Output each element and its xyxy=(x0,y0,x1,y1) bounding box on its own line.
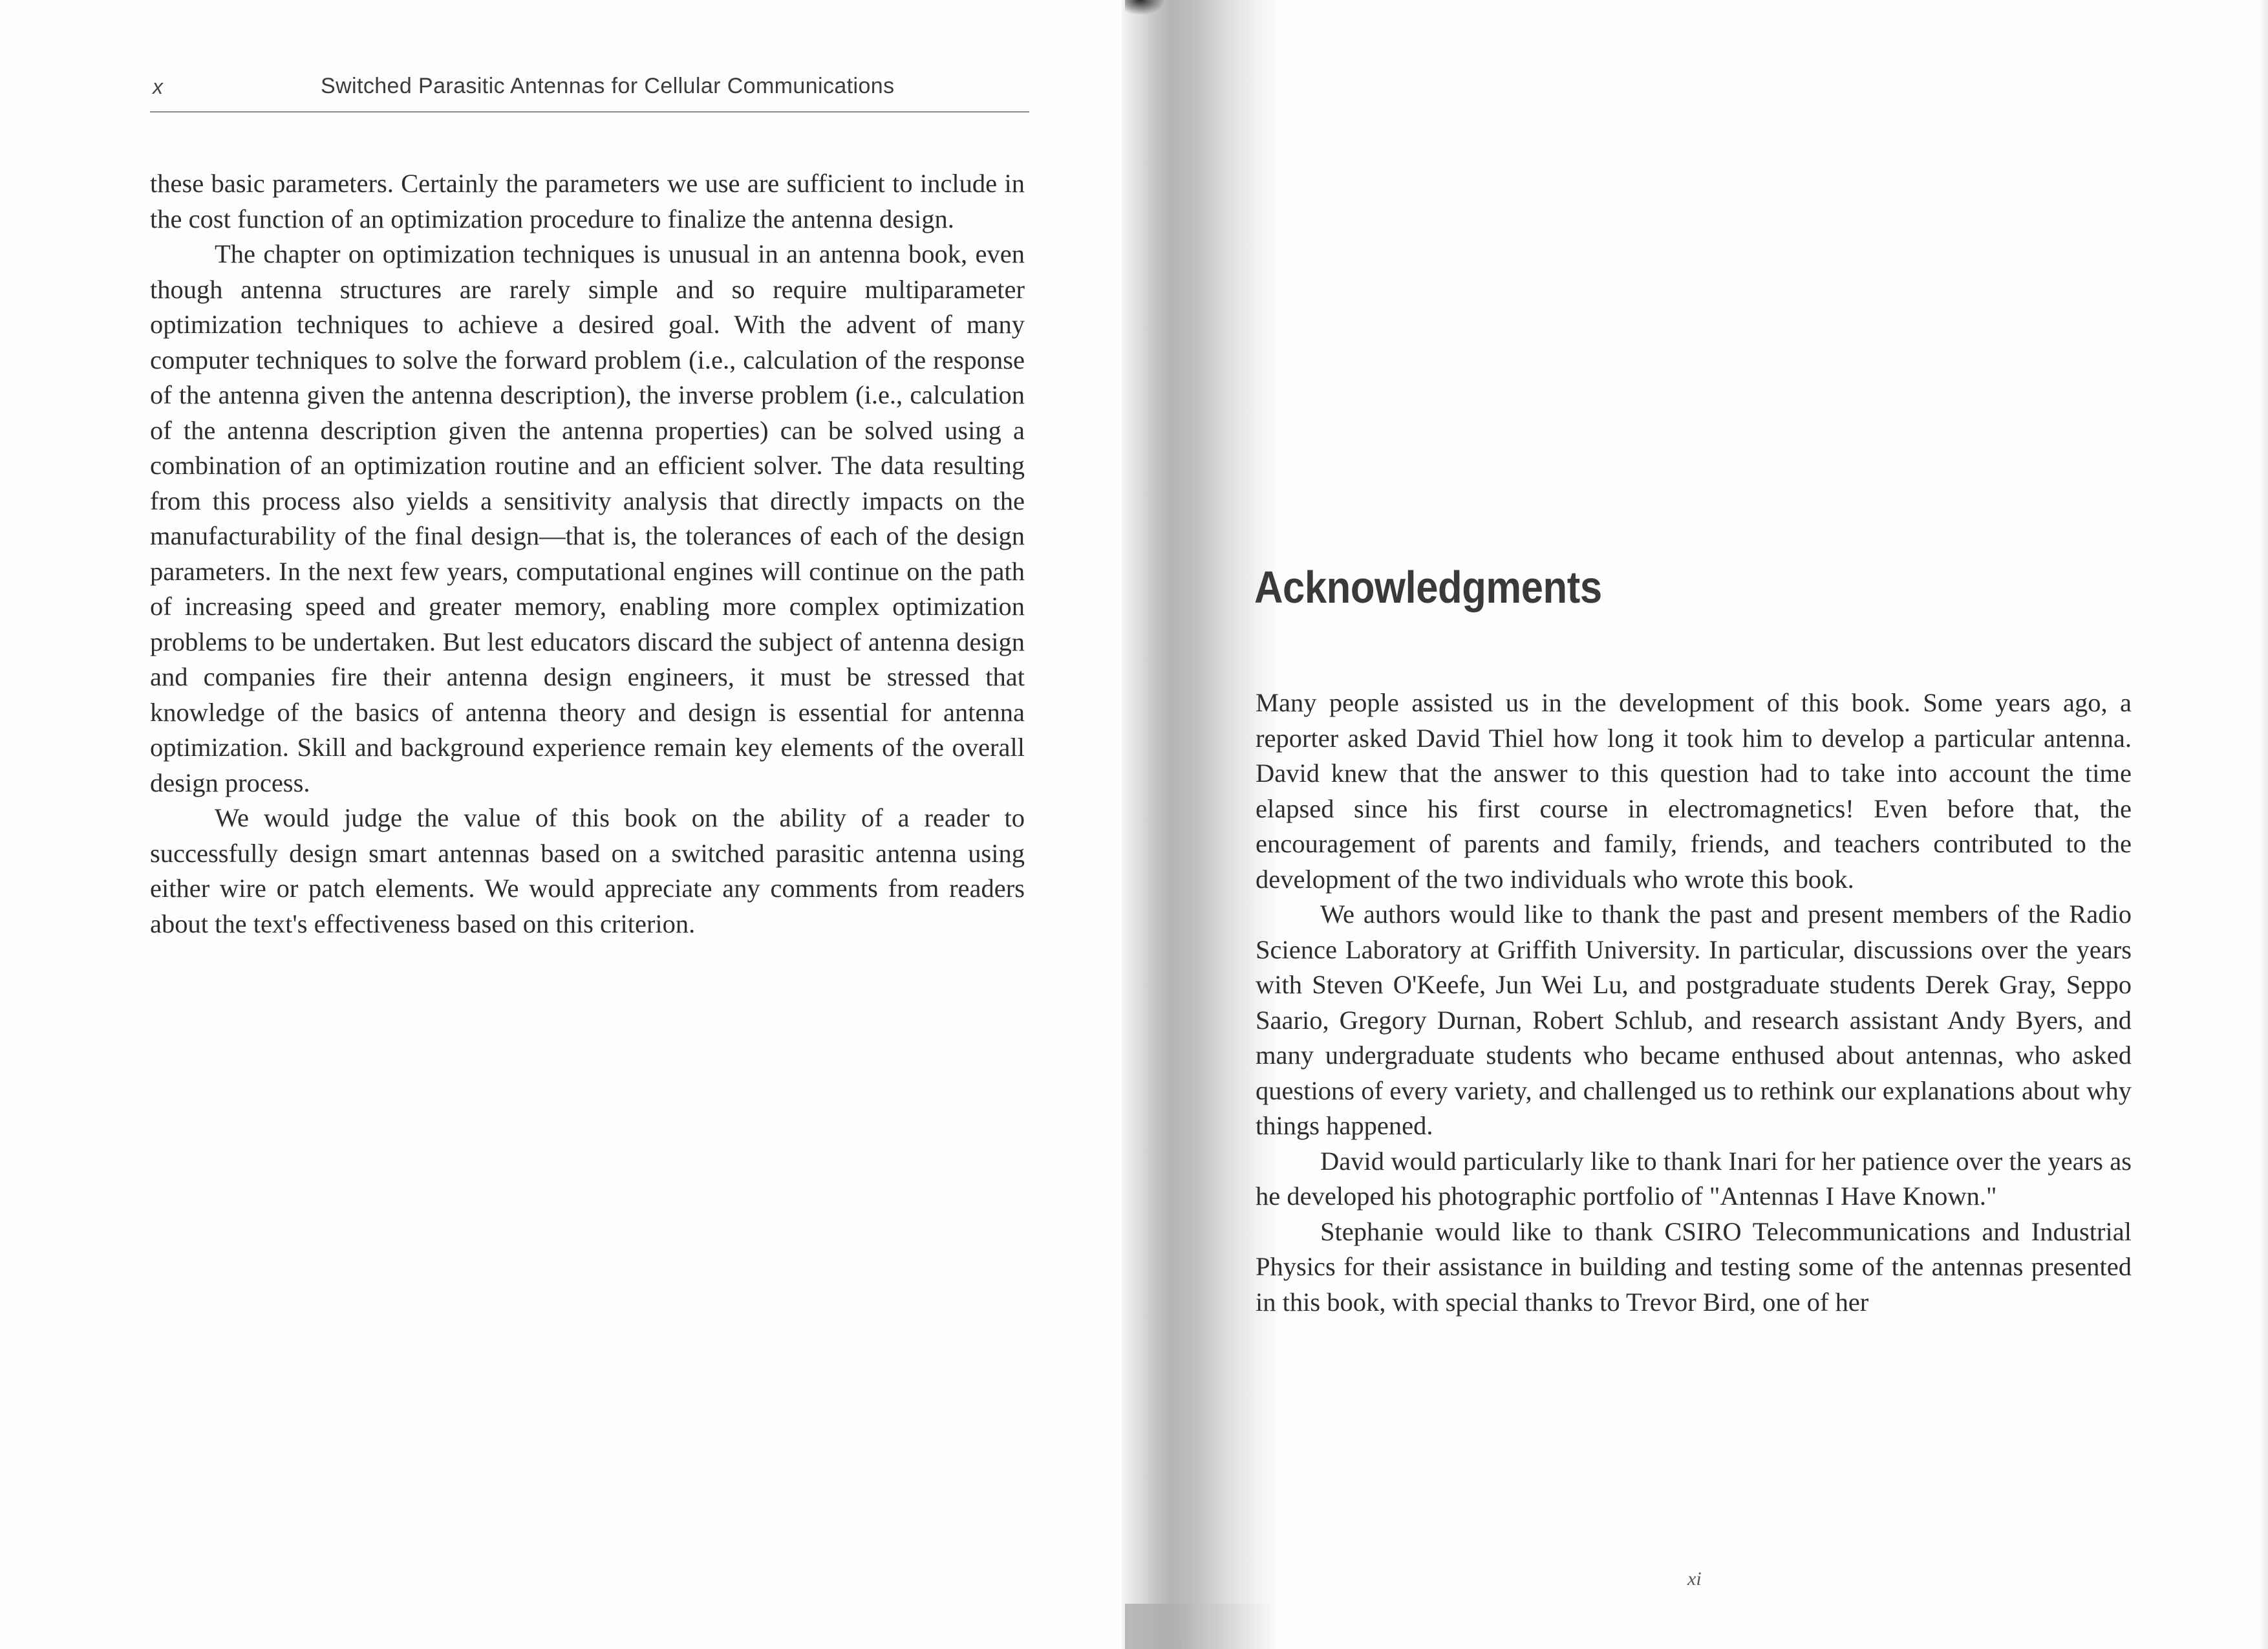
gutter-shadow xyxy=(1125,0,1164,14)
page-edge xyxy=(2260,0,2268,1649)
paragraph: Many people assisted us in the development of this book. Some years ago, a reporter asked David Thiel how long it took him to develop a particular antenna. David knew that the answer to this question had to take into account the time elapsed since his first course in electromagnetics! Even before that, the encouragement of parents and family, friends, and teachers contributed to the development of the two individuals who wrote this book. xyxy=(1256,688,2132,894)
page-number-left: x xyxy=(153,75,163,98)
running-head xyxy=(150,72,1029,113)
paragraph: David would particularly like to thank Inari for her patience over the years as he developed his photographic portfolio of "Antennas I Have Known." xyxy=(1256,1146,2132,1211)
chapter-heading: Acknowledgments xyxy=(1254,562,1602,612)
gutter-shadow xyxy=(1125,1604,1274,1649)
paragraph: We authors would like to thank the past and present members of the Radio Science Laboratory at Griffith University. In particular, discussions over the years with Steven O'Keefe, Jun Wei Lu, and postgraduate students Derek Gray, Seppo Saario, Gregory Durnan, Robert Schlub, and research assistant Andy Byers, and many undergraduate students who became enthused about antennas, who asked questions of every variety, and challenged us to rethink our explanations about why things happened. xyxy=(1256,900,2132,1140)
right-page-body xyxy=(1256,685,2132,1320)
paragraph: The chapter on optimization techniques is unusual in an antenna book, even though antenna structures are rarely simple and so require multiparameter optimization techniques to achieve a desired goal. With the advent of many computer techniques to solve the forward problem (i.e., calculation of the response of the antenna given the antenna description), the inverse problem (i.e., calculation of the antenna description given the antenna properties) can be solved using a combination of an optimization routine and an efficient solver. The data resulting from this process also yields a sensitivity analysis that directly impacts on the manufacturability of the final design—that is, the tolerances of each of the design parameters. In the next few years, computational engines will continue on the path of increasing speed and greater memory, enabling more complex optimization problems to be undertaken. But lest educators discard the subject of antenna design and companies fire their antenna design engineers, it must be stressed that knowledge of the basics of antenna theory and design is essential for antenna optimization. Skill and background experience remain key elements of the overall design process. xyxy=(150,239,1025,797)
paragraph: these basic parameters. Certainly the parameters we use are sufficient to include in the cost function of an optimization procedure to finalize the antenna design. xyxy=(150,169,1025,233)
paragraph: Stephanie would like to thank CSIRO Telecommunications and Industrial Physics for their assistance in building and testing some of the antennas presented in this book, with special thanks to Trevor Bird, one of her xyxy=(1256,1216,2132,1317)
page-number-right: xi xyxy=(1687,1568,1702,1590)
paragraph: We would judge the value of this book on the ability of a reader to successfully design smart antennas based on a switched parasitic antenna using either wire or patch elements. We would appreciate any comments from readers about the text's effectiveness based on this criterion. xyxy=(150,803,1025,938)
left-page xyxy=(0,0,1122,1649)
running-head-title: Switched Parasitic Antennas for Cellular Communications xyxy=(321,74,895,98)
left-page-body xyxy=(150,166,1025,942)
book-gutter xyxy=(1122,0,1277,1649)
